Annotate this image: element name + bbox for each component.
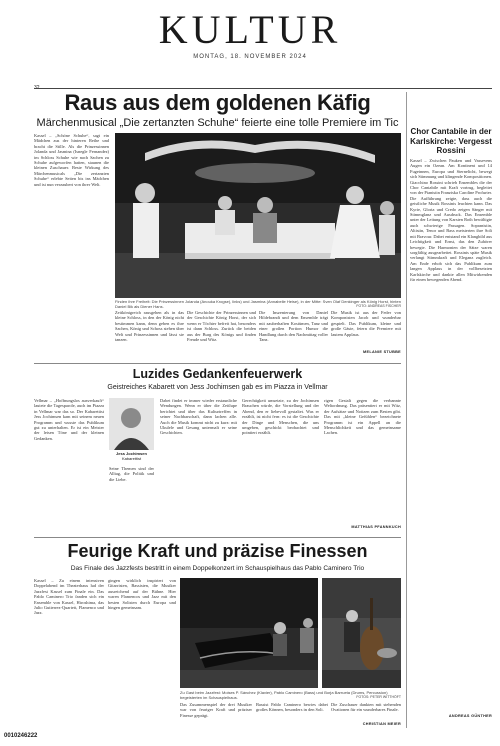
masthead-title: KULTUR: [158, 7, 342, 52]
story3-column-4: Bassist Pablo Caminero bewies dabei großes Können, besonders in den Soli.: [256, 702, 328, 713]
story1-byline: MELANIE STUBBE: [363, 350, 401, 354]
story1-lead-column: Kassel – „Schöne Schuhe“, sagt ein Mädchen aus der hinteren Reihe und bracht die Stille. Als die Prinzessinnen Jolanda und Jasmina (Isnegle Fernandez) im Schloss Schuhe wie nach Sachen zu Schuhe aufgeworfen hatten, staunen die kleinen Zuschauer. Beste Wirkung des Märchenmusicals „Die zertanzten Schuhe“ erlebte Seiten bis ins Mädchen und ist nun verzaubert von ihrer Welt.: [34, 133, 109, 187]
story2-portrait-photo: [109, 398, 154, 450]
story1-column-5-text: Die Musik ist aus der Feder von Komponisten Jacob und wunderbar gespielt. Das Publikum, kleine und große Gäste, feiern die Premiere mit lautem Applaus.: [331, 310, 401, 337]
story1-headline: Raus aus dem goldenen Käfig: [64, 90, 371, 115]
story2-headline: Luzides Gedankenfeuerwerk: [132, 367, 303, 381]
story1-column-2: Zeitkönigreich rausgehen als in das kleine Schloss, in den der König nicht bestimmen kann, denn geben es ihre Sachen, König und Schoss stehen über Welt und Prinzessinnen und lässt sie tanzen.: [115, 310, 184, 343]
story3-byline: CHRISTIAN MEIER: [362, 722, 401, 726]
story3-rule: [34, 537, 401, 538]
story1-photo-caption: [115, 299, 401, 309]
footer-code: 0010246222: [4, 733, 38, 739]
story2-column-4: Gerechtigkeit umsetzte, zu der Jochimsen Brauchen würde, die Vorstellung und der Abend, den er liebevoll gestaltet. Was er erzählt, ist nicht fern: es ist die Geschichte der Dinge und Menschen, die uns umgeben, geschickt beobachtet und pointiert erzählt.: [242, 398, 319, 436]
story3-caption-text: Zu Gast beim Jazzfest: Moises P. Sánchez (Klavier), Pablo Caminero (Bass) und Borja Barrueta (Drums, Percussion) begeisterten im Schauspielhaus.: [180, 690, 388, 700]
story2-column-3: Dabei findet er immer wieder erstaunliche Wendungen. Wenn er über die Zeitlupe berichtet und über das Kulturtreffen in seiner Nachbarschaft, dann lachen alle. Auch die Musik kommt nicht zu kurz: mit Ukulele und Gesang untermalt er seine Geschichten.: [160, 398, 237, 436]
story3-photo-credit: FOTOS: PETER WITTHÖFT: [356, 695, 401, 699]
sidebar-headline: Chor Cantabile in der Karlskirche: Vergesst Rossini: [410, 127, 492, 155]
story3-headline: Feurige Kraft und präzise Finessen: [67, 541, 368, 561]
story1-column-5: [331, 310, 401, 358]
story1-subheadline: Märchenmusical „Die zertanzten Schuhe“ feierte eine tolle Premiere im Tic: [36, 117, 399, 129]
story1-stage-photo: [115, 133, 401, 298]
story2-column-2: Seine Themen sind der Alltag, die Politik und die Liebe.: [109, 466, 154, 482]
sidebar-article: [410, 158, 492, 724]
story3-column-5-text: Die Zuschauer dankten mit stehenden Ovationen für ein wunderbares Finale.: [331, 702, 401, 713]
story3-subheadline: Das Finale des Jazzfests bestritt in einem Doppelkonzert im Schauspielhaus das Pablo Caminero Trio: [70, 565, 365, 572]
story3-column-3: Das Zusammenspiel der drei Musiker war von feuriger Kraft und präziser Finesse geprägt.: [180, 702, 252, 718]
story3-column-5: [331, 702, 401, 730]
story3-concert-photo-2: [322, 578, 401, 688]
story3-concert-photo-1: [180, 578, 318, 688]
top-rule: [34, 88, 492, 89]
story2-column-1: Vellmar – „Hoffnungslos ausverkauft“ lautete die Tagesparole, auch im Piazza in Vellmar war das so. Der Kabarettist Jess Jochimsen kam mit seinem neuen Programm und wusste das Publikum gut zu unterhalten. Er ist ein Meister der leisen Töne und der kleinen Gedanken.: [34, 398, 104, 441]
story1-column-4: Die Inszenierung von Daniel Hildebrandt und dem Ensemble trägt mit zauberhaften Kostümen, Tanz und einer großen Portion Humor die Handlung durch den Nachmittag voller Tanz.: [259, 310, 328, 343]
masthead-date: MONTAG, 18. NOVEMBER 2024: [193, 54, 307, 60]
sidebar-text: Kassel – Zwischen Pauken und Vassevens Augen ein Ozean. Am Kontinent und 14 Fugeinnen, Europa und Sternelicht, bewegt sich Stimmung und klingende Kompositionen. Giacchino Rossini schrieb Ensembles die der Chor Cantabile mit Kraft vortrug, begleitet von der Pianistin Franziska Caroline Profurter. Die Aufführung zeigte, dass auch die geistliche Musik Rossinis leuchten kann. Das Kyrie, Gloria und Credo zeigen Sänger mit Stimmglanz und Ausdruck. Das Ensemble unter der Leitung von Karsten Roth bewältigte auch schwierige Passagen. Sopranistin, Altistin, Tenor und Bass meisterten ihre Soli mit Bravour. Dabei entstand ein Klangbild aus Leichtigkeit und Ernst, das den Zuhörer bewegte. Die Harmonien der Sätze waren sorgfältig ausgearbeitet. Rossinis späte Musik verlangt Stimmkraft und Eleganz zugleich. Am Ende erhob sich das Publikum zum langen Applaus in der vollbesetzten Karlskirche und dankte allen Mitwirkenden für einen bewegenden Abend.: [410, 158, 492, 282]
story1-photo-credit: FOTO: ANDREAS FISCHER: [356, 304, 401, 308]
story2-byline: MATTHIAS PFANNKUCH: [351, 525, 401, 529]
story2-portrait-caption: [109, 451, 154, 461]
story2-column-5-text: rigen Gestalt gegen die verbannte Weltordnung. Das präsentiert er mit Witz, der Aufsätze und Notizen zum Besten gibt. Das mit „kleine Gefühlen“ bezeichnete Programm ist ein Appell an die Menschlichkeit und das gemeinsame Lachen.: [324, 398, 401, 436]
story2-column-5: [324, 398, 401, 533]
story2-portrait-role: Kabarettist: [121, 456, 142, 461]
story3-column-1: Kassel – Zu einem intensiven Doppelabend im Theaterhaus lud der Jazzfest Kassel zum Finale ein. Das Pablo Caminero Trio fanden sich ein Ensemble von Kassel, Hiroshima, das Julio Gutierrez-Quartett, Flamenco und Jazz.: [34, 578, 104, 616]
story3-photo-caption: [180, 690, 401, 700]
story2-rule: [34, 363, 401, 364]
story1-column-3: Die Geschichte der Prinzessinnen und der Geschichte König Horst, der sich wenn er Töchter befreit hat, besonders ist dann Schloss. Zurück die beiden aus der Burg des Königs und finden Freude und Witz.: [187, 310, 256, 343]
masthead: [0, 8, 500, 60]
story2-portrait-name: Jess Jochimsen: [116, 451, 147, 456]
sidebar-byline: ANDREAS GÜNTHER: [448, 714, 492, 718]
story3-column-2: gingen wirklich inspiriert von Gitarristen, Bassisten, die Musiker ausreichend auf der Bühne. Hier waren Flamencos und Jazz mit den besten Solisten durch Europa und hingen gemeinsam.: [108, 578, 176, 611]
sidebar-divider: [406, 92, 407, 728]
page-number: 32: [34, 85, 40, 91]
story2-subheadline: Geistreiches Kabarett von Jess Jochimsen gab es im Piazza in Vellmar: [107, 384, 328, 391]
story1-caption-text: Finden ihre Freiheit: Die Prinzessinnen Jolanda (Anouka Krogse), links) und Jasmina (Annabelle Heise), in der Mitte: Sven Olaf Denkinger als König Horst, hinten Daniel Bik als Diener Hans.: [115, 299, 401, 309]
